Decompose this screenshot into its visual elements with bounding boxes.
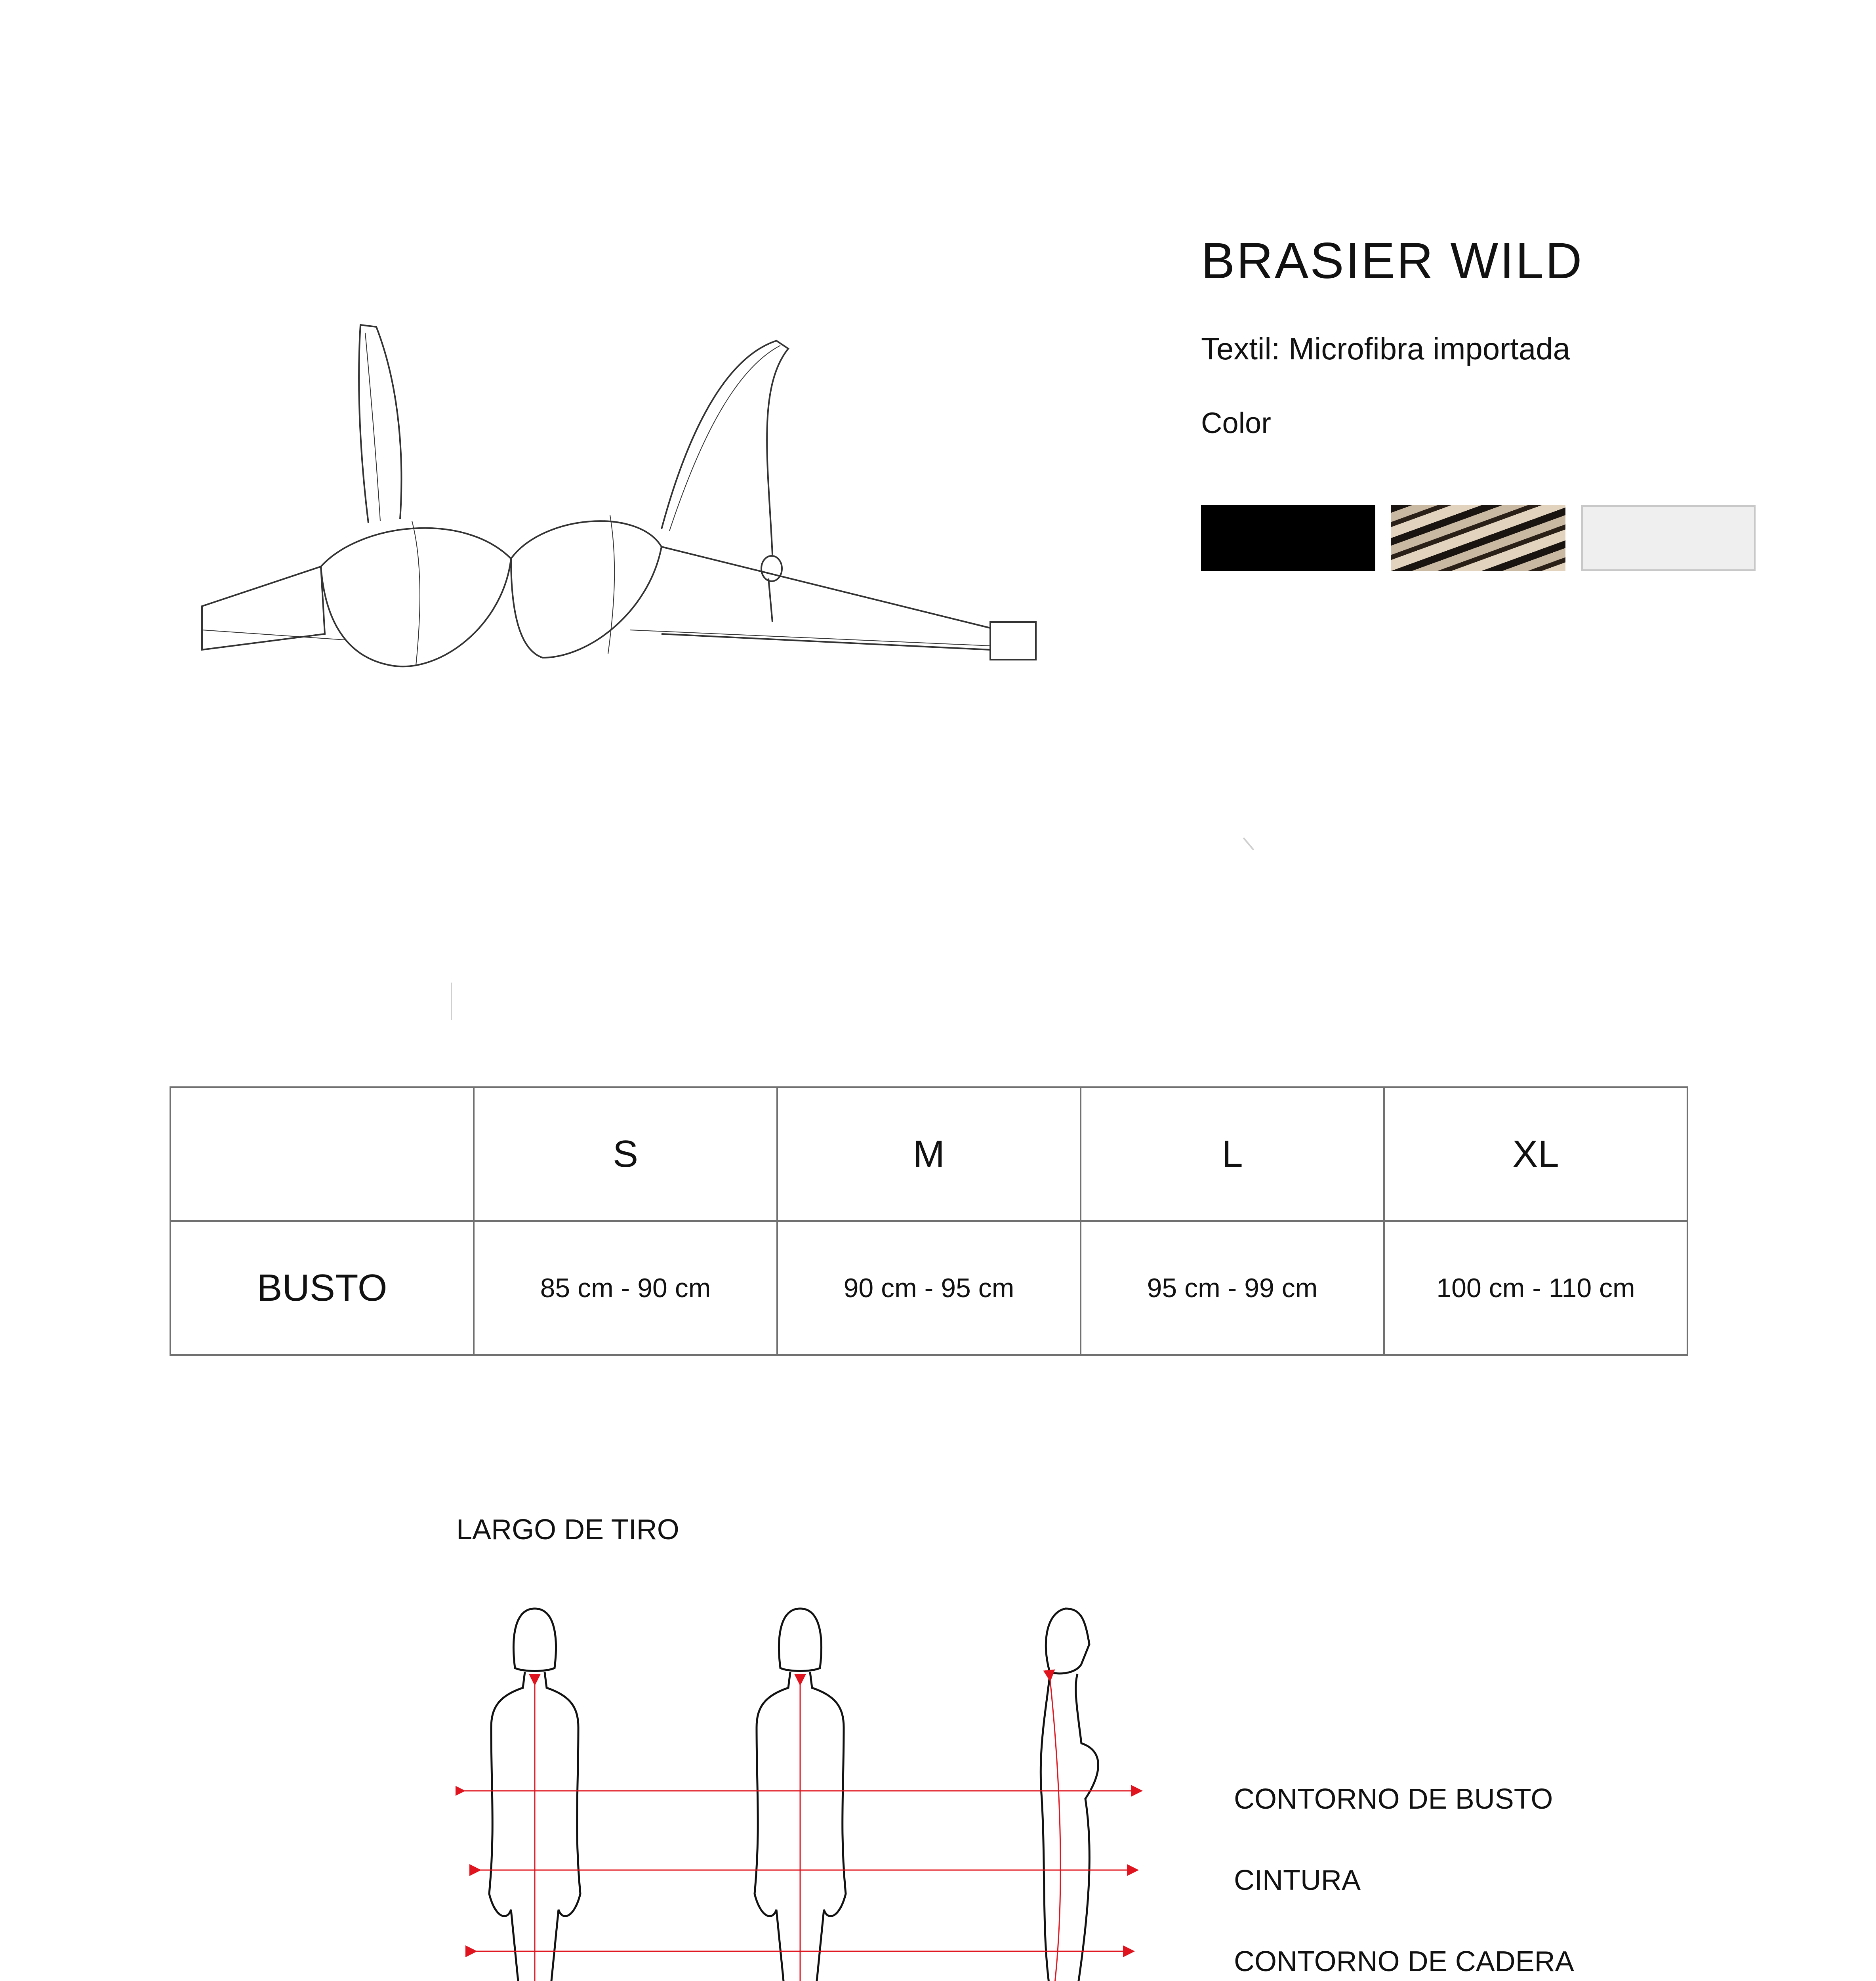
table-header-cell: S xyxy=(474,1087,777,1221)
stray-mark xyxy=(451,983,452,1020)
table-cell: 95 cm - 99 cm xyxy=(1081,1221,1384,1355)
table-row xyxy=(170,1221,1687,1355)
size-table xyxy=(170,1086,1688,1356)
product-title: BRASIER WILD xyxy=(1201,233,1584,289)
figure-side xyxy=(1041,1609,1098,1981)
measure-label-cadera: CONTORNO DE CADERA xyxy=(1234,1946,1574,1977)
measure-label-busto: CONTORNO DE BUSTO xyxy=(1234,1783,1553,1815)
row-label: BUSTO xyxy=(170,1221,474,1355)
length-line-side xyxy=(1050,1676,1060,1981)
measure-label-cintura: CINTURA xyxy=(1234,1865,1361,1896)
bra-sketch-image xyxy=(194,309,1073,697)
table-header-cell: XL xyxy=(1384,1087,1687,1221)
fabric-description: Textil: Microfibra importada xyxy=(1201,331,1570,366)
color-swatch-white[interactable] xyxy=(1581,505,1756,571)
table-cell: 100 cm - 110 cm xyxy=(1384,1221,1687,1355)
table-header-row xyxy=(170,1087,1687,1221)
color-swatch-zebra[interactable] xyxy=(1391,505,1565,571)
color-swatch-black[interactable] xyxy=(1201,505,1375,571)
table-header-cell: L xyxy=(1081,1087,1384,1221)
table-cell: 85 cm - 90 cm xyxy=(474,1221,777,1355)
measure-label-largo: LARGO DE TIRO xyxy=(456,1514,679,1546)
table-header-cell xyxy=(170,1087,474,1221)
table-cell: 90 cm - 95 cm xyxy=(777,1221,1081,1355)
color-label: Color xyxy=(1201,407,1271,439)
body-measurement-figures xyxy=(456,1593,1161,1981)
stray-mark xyxy=(1243,837,1254,850)
table-header-cell: M xyxy=(777,1087,1081,1221)
